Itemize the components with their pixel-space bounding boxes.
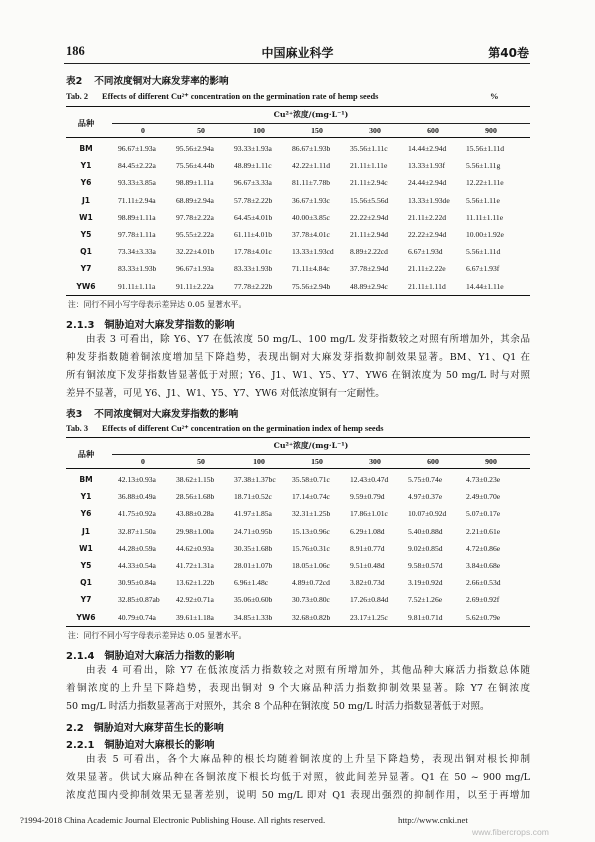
column-header: 0	[141, 126, 145, 135]
value-cell: 97.78±2.22a	[176, 212, 214, 222]
value-cell: 22.22±2.94d	[408, 230, 447, 239]
value-cell: 3.84±0.68e	[466, 561, 501, 570]
value-cell: 15.56±5.56d	[350, 195, 389, 205]
table-row	[66, 226, 530, 243]
column-header: 0	[141, 457, 145, 466]
value-cell: 5.56±1.11e	[466, 195, 500, 205]
variety-cell: W1	[79, 543, 93, 553]
variety-cell: J1	[81, 526, 91, 536]
table-row	[66, 540, 530, 557]
section-title: 铜胁迫对大麻根长的影响	[104, 740, 215, 751]
variety-cell: Q1	[80, 247, 92, 257]
value-cell: 83.33±1.93b	[118, 264, 157, 274]
value-cell: 71.11±2.94a	[118, 195, 156, 205]
header-sub-rule	[112, 454, 530, 455]
value-cell: 9.59±0.79d	[350, 492, 385, 502]
value-cell: 2.21±0.61e	[466, 526, 501, 536]
value-cell: 98.89±1.11a	[176, 178, 214, 188]
value-cell: 10.00±1.92e	[466, 230, 504, 239]
table3-caption	[66, 406, 238, 420]
value-cell: 21.11±2.22d	[408, 212, 447, 222]
header-sub-rule	[112, 123, 530, 124]
variety-cell: Y5	[80, 561, 92, 570]
value-cell: 9.58±0.57d	[408, 561, 443, 570]
value-cell: 77.78±2.22b	[234, 281, 273, 291]
value-cell: 42.22±1.11d	[292, 161, 331, 171]
value-cell: 4.97±0.37e	[408, 492, 443, 502]
table2-unit: %	[490, 91, 499, 101]
column-header: 50	[197, 457, 205, 466]
table-row	[66, 505, 530, 522]
value-cell: 40.00±3.85c	[292, 212, 330, 222]
value-cell: 4.89±0.72cd	[292, 578, 330, 588]
value-cell: 18.05±1.06c	[292, 561, 330, 570]
table2-note: 注：同行不同小写字母表示差异达 0.05 显著水平。	[68, 300, 247, 309]
value-cell: 36.67±1.93c	[292, 195, 330, 205]
table2-caption-text: 不同浓度铜对大麻发芽率的影响	[94, 76, 229, 87]
column-header: 100	[253, 126, 265, 135]
value-cell: 95.56±2.94a	[176, 144, 214, 153]
table2-caption-en	[66, 91, 378, 101]
variety-cell: Q1	[80, 578, 92, 588]
table3-caption-text: 不同浓度铜对大麻发芽指数的影响	[94, 409, 239, 420]
value-cell: 42.92±0.71a	[176, 595, 214, 605]
table3-note: 注：同行不同小写字母表示差异达 0.05 显著水平。	[68, 631, 247, 640]
value-cell: 17.86±1.01c	[350, 509, 388, 519]
value-cell: 28.56±1.68b	[176, 492, 215, 502]
table-bottom-rule	[66, 295, 530, 296]
value-cell: 24.44±2.94d	[408, 178, 447, 188]
section-heading-2-2	[66, 719, 224, 734]
value-cell: 8.91±0.77d	[350, 543, 385, 553]
paragraph-line: 由表 4 可看出，除 Y7 在低浓度活力指数较之对照有所增加外，其他品种大麻活力指数总体随	[86, 665, 530, 676]
table2-caption-label: 表2	[66, 76, 83, 87]
paragraph-line: 浓度范围内受抑制效果无显著差别，说明 50 mg/L 即对 Q1 表现出强烈的抑制作用，以至于再增加	[66, 790, 530, 801]
value-cell: 38.62±1.15b	[176, 475, 215, 484]
value-cell: 48.89±2.94c	[350, 281, 388, 291]
table-row	[66, 488, 530, 505]
value-cell: 3.82±0.73d	[350, 578, 385, 588]
value-cell: 39.61±1.18a	[176, 612, 214, 622]
column-header: 150	[311, 126, 323, 135]
germination-index-table	[66, 437, 530, 629]
table-body	[66, 471, 530, 626]
value-cell: 64.45±4.01b	[234, 212, 273, 222]
paragraph-line: 所有铜浓度下发芽指数皆显著低于对照；Y6、J1、W1、Y5、Y7、YW6 在铜浓度为 50 mg/L 时与对照	[66, 370, 530, 381]
table-row	[66, 157, 530, 174]
copyright-notice: ?1994-2018 China Academic Journal Electronic Publishing House. All rights reserved.	[20, 815, 326, 825]
value-cell: 13.33±1.93cd	[292, 247, 334, 257]
value-cell: 28.01±1.07b	[234, 561, 273, 570]
table-header	[66, 106, 530, 138]
value-cell: 83.33±1.93b	[234, 264, 273, 274]
table-row	[66, 609, 530, 626]
table3-en-caption-text: Effects of different Cu²⁺ concentration on the germination index of hemp seeds	[102, 424, 384, 433]
table-header-rule	[66, 468, 530, 469]
table-row	[66, 209, 530, 226]
table-bottom-rule	[66, 626, 530, 627]
value-cell: 14.44±2.94d	[408, 144, 447, 153]
value-cell: 40.79±0.74a	[118, 612, 156, 622]
variety-cell: Y7	[80, 595, 92, 605]
value-cell: 61.11±4.01b	[234, 230, 273, 239]
value-cell: 30.73±0.80c	[292, 595, 330, 605]
value-cell: 21.11±2.94d	[350, 230, 389, 239]
section-title: 铜胁迫对大麻发芽指数的影响	[104, 320, 235, 331]
value-cell: 37.78±2.94d	[350, 264, 389, 274]
paragraph-line: 效果显著。供试大麻品种在各铜浓度下根长均低于对照，彼此间差异显著。Q1 在 50 ~ 900 mg/L	[66, 772, 530, 783]
section-number: 2.2	[66, 723, 84, 734]
table-header-rule	[66, 137, 530, 138]
table3-caption-label: 表3	[66, 409, 83, 420]
value-cell: 32.85±0.87ab	[118, 595, 160, 605]
value-cell: 29.98±1.00a	[176, 526, 214, 536]
section-heading-2-2-1	[66, 736, 214, 751]
column-header: 300	[369, 126, 381, 135]
table-row	[66, 260, 530, 277]
paragraph-2-1-4	[66, 662, 530, 716]
value-cell: 41.97±1.85a	[234, 509, 272, 519]
section-title: 铜胁迫对大麻芽苗生长的影响	[93, 723, 224, 734]
value-cell: 75.56±2.94b	[292, 281, 331, 291]
variety-cell: Y1	[80, 492, 92, 502]
value-cell: 86.67±1.93b	[292, 144, 331, 153]
table-row	[66, 192, 530, 209]
value-cell: 35.06±0.60b	[234, 595, 273, 605]
value-cell: 14.44±1.11e	[466, 281, 504, 291]
value-cell: 96.67±3.33a	[234, 178, 272, 188]
value-cell: 30.35±1.68b	[234, 543, 273, 553]
value-cell: 21.11±1.11e	[350, 161, 388, 171]
value-cell: 18.71±0.52c	[234, 492, 272, 502]
value-cell: 68.89±2.94a	[176, 195, 214, 205]
paragraph-line: 由表 5 可看出，各个大麻品种的根长均随着铜浓度的上升呈下降趋势，表现出铜对根长抑制	[86, 754, 530, 765]
value-cell: 5.62±0.79e	[466, 612, 501, 622]
value-cell: 95.55±2.22a	[176, 230, 214, 239]
value-cell: 32.68±0.82b	[292, 612, 331, 622]
value-cell: 13.62±1.22b	[176, 578, 215, 588]
value-cell: 73.34±3.33a	[118, 247, 156, 257]
section-number: 2.1.3	[66, 320, 95, 331]
value-cell: 32.31±1.25b	[292, 509, 331, 519]
table2-en-label: Tab. 2	[66, 92, 89, 101]
value-cell: 9.51±0.48d	[350, 561, 385, 570]
value-cell: 9.02±0.85d	[408, 543, 443, 553]
variety-cell: Y6	[80, 178, 92, 188]
table-row	[66, 591, 530, 608]
variety-cell: J1	[81, 195, 91, 205]
value-cell: 5.56±1.11g	[466, 161, 501, 171]
value-cell: 2.66±0.53d	[466, 578, 501, 588]
column-header: 900	[485, 457, 497, 466]
value-cell: 13.33±1.93de	[408, 195, 450, 205]
value-cell: 81.11±7.78b	[292, 178, 331, 188]
value-cell: 6.29±1.08d	[350, 526, 385, 536]
variety-cell: Y1	[80, 161, 92, 171]
value-cell: 32.87±1.50a	[118, 526, 156, 536]
value-cell: 3.19±0.92d	[408, 578, 443, 588]
value-cell: 24.71±0.95b	[234, 526, 273, 536]
variety-cell: BM	[79, 475, 93, 484]
value-cell: 15.76±0.31c	[292, 543, 330, 553]
table-row	[66, 278, 530, 295]
value-cell: 15.56±1.11d	[466, 144, 505, 153]
value-cell: 7.52±1.26e	[408, 595, 443, 605]
value-cell: 48.89±1.11c	[234, 161, 272, 171]
value-cell: 44.28±0.59a	[118, 543, 156, 553]
value-cell: 21.11±2.94c	[350, 178, 388, 188]
value-cell: 8.89±2.22cd	[350, 247, 388, 257]
value-cell: 23.17±1.25c	[350, 612, 388, 622]
paragraph-line: 50 mg/L 时活力指数显著高于对照外，其余 8 个品种在铜浓度 50 mg/L 时活力指数显著低于对照。	[66, 701, 490, 712]
table-header	[66, 437, 530, 469]
value-cell: 44.33±0.54a	[118, 561, 156, 570]
column-header: 150	[311, 457, 323, 466]
value-cell: 91.11±2.22a	[176, 281, 214, 291]
column-header: 300	[369, 457, 381, 466]
variety-cell: YW6	[76, 612, 96, 622]
variety-cell: Y6	[80, 509, 92, 519]
variety-cell: YW6	[76, 281, 96, 291]
column-header: 100	[253, 457, 265, 466]
value-cell: 37.78±4.01c	[292, 230, 330, 239]
table-row	[66, 140, 530, 157]
variety-cell: BM	[79, 144, 93, 153]
value-cell: 96.67±1.93a	[176, 264, 214, 274]
variety-cell: W1	[79, 212, 93, 222]
value-cell: 71.11±4.84c	[292, 264, 330, 274]
value-cell: 5.56±1.11d	[466, 247, 501, 257]
value-cell: 5.40±0.88d	[408, 526, 443, 536]
watermark: www.fibercrops.com	[472, 827, 549, 837]
value-cell: 36.88±0.49a	[118, 492, 156, 502]
germination-rate-table	[66, 106, 530, 298]
column-header: 50	[197, 126, 205, 135]
column-header: 600	[427, 126, 439, 135]
value-cell: 43.88±0.28a	[176, 509, 214, 519]
paragraph-line: 种发芽指数随着铜浓度增加呈下降趋势，表现出铜对大麻发芽指数抑制效果显著。BM、Y1、Q1 在	[66, 352, 530, 363]
table-body	[66, 140, 530, 295]
value-cell: 84.45±2.22a	[118, 161, 156, 171]
cnki-url: http://www.cnki.net	[398, 815, 468, 825]
column-header: 600	[427, 457, 439, 466]
value-cell: 21.11±1.11d	[408, 281, 446, 291]
value-cell: 9.81±0.71d	[408, 612, 443, 622]
value-cell: 5.75±0.74e	[408, 475, 443, 484]
value-cell: 35.56±1.11c	[350, 144, 388, 153]
value-cell: 41.72±1.31a	[176, 561, 214, 570]
paragraph-line: 差异不显著，可见 Y6、J1、W1、Y5、Y7、YW6 对低浓度铜有一定耐性。	[66, 388, 385, 399]
value-cell: 97.78±1.11a	[118, 230, 156, 239]
variety-cell: Y5	[80, 230, 92, 239]
value-cell: 93.33±1.93a	[234, 144, 272, 153]
value-cell: 41.75±0.92a	[118, 509, 156, 519]
value-cell: 11.11±1.11e	[466, 212, 504, 222]
value-cell: 96.67±1.93a	[118, 144, 156, 153]
page-number: 186	[66, 44, 85, 58]
value-cell: 57.78±2.22b	[234, 195, 273, 205]
value-cell: 15.13±0.96c	[292, 526, 330, 536]
value-cell: 30.95±0.84a	[118, 578, 156, 588]
table-row	[66, 471, 530, 488]
value-cell: 2.49±0.70e	[466, 492, 501, 502]
value-cell: 4.73±0.23e	[466, 475, 501, 484]
table-row	[66, 174, 530, 191]
value-cell: 91.11±1.11a	[118, 281, 156, 291]
value-cell: 93.33±3.85a	[118, 178, 156, 188]
value-cell: 37.38±1.37bc	[234, 475, 276, 484]
variety-cell: Y7	[80, 264, 92, 274]
table3-caption-en	[66, 423, 384, 433]
paragraph-line: 由表 3 可看出，除 Y6、Y7 在低浓度 50 mg/L、100 mg/L 发芽指数较之对照有所增加外，其余品	[86, 334, 530, 345]
table2-caption	[66, 73, 229, 87]
value-cell: 32.22±4.01b	[176, 247, 215, 257]
value-cell: 4.72±0.86e	[466, 543, 501, 553]
value-cell: 17.26±0.84d	[350, 595, 389, 605]
table2-en-caption-text: Effects of different Cu²⁺ concentration on the germination rate of hemp seeds	[102, 92, 379, 101]
value-cell: 17.78±4.01c	[234, 247, 272, 257]
value-cell: 44.62±0.93a	[176, 543, 214, 553]
value-cell: 13.33±1.93f	[408, 161, 446, 171]
header-rule	[64, 63, 530, 64]
value-cell: 12.22±1.11e	[466, 178, 504, 188]
value-cell: 35.58±0.71c	[292, 475, 330, 484]
table-row	[66, 243, 530, 260]
paragraph-2-2-1	[66, 751, 530, 805]
variety-header: 品种	[77, 118, 95, 128]
value-cell: 6.67±1.93f	[466, 264, 500, 274]
value-cell: 17.14±0.74c	[292, 492, 330, 502]
section-heading-2-1-4	[66, 647, 234, 662]
section-number: 2.2.1	[66, 740, 95, 751]
paragraph-line: 着铜浓度的上升呈下降趋势，表现出铜对 9 个大麻品种活力指数抑制效果显著。除 Y7 在铜浓度	[66, 683, 530, 694]
section-heading-2-1-3	[66, 316, 234, 331]
journal-title: 中国麻业科学	[261, 46, 334, 60]
section-title: 铜胁迫对大麻活力指数的影响	[104, 651, 235, 662]
value-cell: 21.11±2.22e	[408, 264, 446, 274]
value-cell: 6.67±1.93d	[408, 247, 443, 257]
value-cell: 22.22±2.94d	[350, 212, 389, 222]
value-cell: 34.85±1.33b	[234, 612, 273, 622]
section-number: 2.1.4	[66, 651, 95, 662]
value-cell: 10.07±0.92d	[408, 509, 447, 519]
concentration-header: Cu²⁺浓度/(mg·L⁻¹)	[273, 441, 349, 450]
value-cell: 2.69±0.92f	[466, 595, 500, 605]
variety-header: 品种	[77, 449, 95, 459]
value-cell: 6.96±1.48c	[234, 578, 269, 588]
value-cell: 98.89±1.11a	[118, 212, 156, 222]
table3-en-label: Tab. 3	[66, 424, 89, 433]
paragraph-2-1-3	[66, 331, 530, 403]
column-header: 900	[485, 126, 497, 135]
volume-label: 第40卷	[488, 46, 529, 60]
concentration-header: Cu²⁺浓度/(mg·L⁻¹)	[273, 110, 349, 119]
value-cell: 75.56±4.44b	[176, 161, 215, 171]
value-cell: 12.43±0.47d	[350, 475, 389, 484]
table-row	[66, 523, 530, 540]
table-row	[66, 557, 530, 574]
value-cell: 5.07±0.17e	[466, 509, 501, 519]
value-cell: 42.13±0.93a	[118, 475, 156, 484]
table-row	[66, 574, 530, 591]
